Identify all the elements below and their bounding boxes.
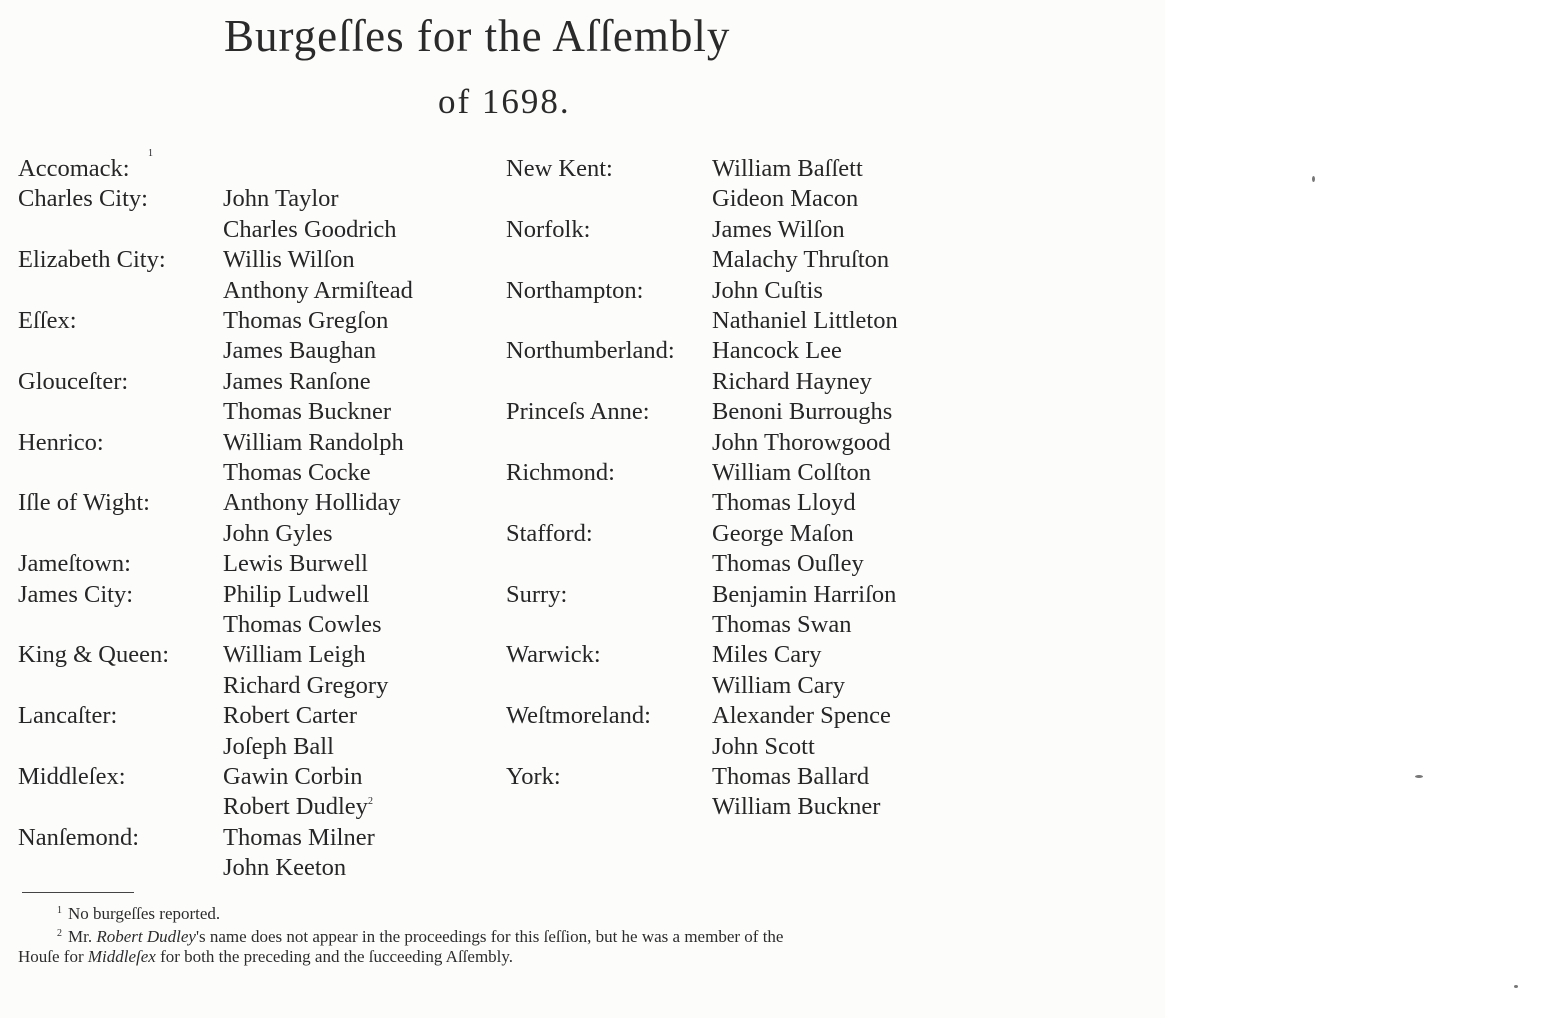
scanned-page: Burgeſſes for the Aſſembly of 1698. Accomack: 1 Charles City: John Taylor Charles Goodrich Elizabeth City: Willis Wilſon Anthony Armiſtead Eſſex: Thomas Gregſon James Baughan Glouceſter: James Ranſone Thomas Buckner Henrico: William Randolph Thomas Cocke Iſle of Wight: Anthony Holliday John Gyles Jameſtown: Lewis Burwell James City: Philip Ludwell Thomas Cowles King & Queen: William Leigh Richard Gregory Lancaſter: Robert Carter Joſeph Ball Middleſex: Gawin Corbin Robert Dudley$^2$ Nanſemond: Thomas Milner John Keeton New Kent: William Baſſett Gideon Macon Norfolk: James Wilſon Malachy Thruſton Northampton: John Cuſtis Nathaniel Littleton Northumberland: Hancock Lee Richard Hayney Princeſs Anne: Benoni Burroughs John Thorowgood Richmond: William Colſton Thomas Lloyd Stafford: George Maſon Thomas Ouſley Surry: Benjamin Harriſon Thomas Swan Warwick: Miles Cary William Cary Weſtmoreland: Alexander Spence John Scott York: Thomas Ballard William Buckner $^1$ No burgeſſes reported. $^2$ Mr. Robert Dudley's name does not appear in the proceedings for this ſeſſion, but he was a member of the Houſe for Middleſex for both the preceding and the ſucceeding Aſſembly. xyxy=(0,0,1165,1018)
burgess-name-text: Nathaniel Littleton xyxy=(712,307,898,334)
county-label: King & Queen: xyxy=(18,641,170,669)
burgess-name-text: James Ranſone xyxy=(223,367,371,395)
burgess-name-text: George Maſon xyxy=(712,519,854,547)
county-label: Princeſs Anne: xyxy=(506,398,650,426)
burgess-name-text: William Colſton xyxy=(712,459,871,486)
burgess-name-text: John Scott xyxy=(712,732,815,760)
footnote-3-start: Houſe for xyxy=(18,947,84,966)
county-label: James City: xyxy=(18,580,134,608)
burgess-name xyxy=(712,701,891,731)
burgess-name xyxy=(223,640,366,670)
burgess-name-text: Thomas Cowles xyxy=(223,611,382,638)
burgess-name-text: Lewis Burwell xyxy=(223,550,368,578)
county-label: Glouceſter: xyxy=(18,367,129,395)
footnote-2-name: Robert Dudley xyxy=(96,927,196,946)
burgess-name-text: John Thorowgood xyxy=(712,428,891,456)
burgess-name xyxy=(223,367,371,397)
burgess-name-text: Willis Wilſon xyxy=(223,246,355,274)
burgess-name-text: Thomas Cocke xyxy=(223,459,371,486)
burgess-name-text: Gideon Macon xyxy=(712,185,859,213)
footnote-divider xyxy=(22,892,134,893)
county-label: Northampton: xyxy=(506,276,644,304)
burgess-name-text: Robert Dudley xyxy=(223,793,368,821)
burgess-name-text: Thomas Lloyd xyxy=(712,489,856,517)
burgess-name-text: Joſeph Ball xyxy=(223,732,334,760)
burgess-name xyxy=(223,397,391,427)
burgess-name-text: Alexander Spence xyxy=(712,702,891,730)
footnote-3-end: for both the preceding and the ſucceeding Aſſembly. xyxy=(160,947,514,966)
burgess-name-text: James Baughan xyxy=(223,337,377,365)
burgess-name-text: Thomas Swan xyxy=(712,611,852,638)
county-label: Charles City: xyxy=(18,185,148,213)
burgess-name-text: John Cuſtis xyxy=(712,276,823,304)
burgess-name-text: Thomas Ballard xyxy=(712,763,870,790)
county-label: Stafford: xyxy=(506,519,593,547)
county-label: Henrico: xyxy=(18,428,104,456)
county-label: Eſſex: xyxy=(18,307,77,334)
burgess-name xyxy=(223,519,333,549)
county-label: Warwick: xyxy=(506,641,601,669)
burgess-name xyxy=(712,610,852,640)
county-label: Weſtmoreland: xyxy=(506,702,651,730)
burgess-name xyxy=(223,458,371,488)
county-label: Jameſtown: xyxy=(18,550,131,578)
county-label: Elizabeth City: xyxy=(18,246,166,274)
burgess-name xyxy=(223,245,355,275)
burgess-name-text: James Wilſon xyxy=(712,215,845,243)
county-label: Iſle of Wight: xyxy=(18,489,150,517)
burgess-name xyxy=(223,336,376,366)
burgess-name xyxy=(223,215,397,245)
burgess-name xyxy=(223,276,413,306)
burgess-name xyxy=(712,215,845,245)
burgess-name xyxy=(712,336,842,366)
county-label: Accomack: xyxy=(18,155,130,182)
burgess-name-text: John Gyles xyxy=(223,519,333,547)
footnote-2-mark: 2 xyxy=(57,928,62,939)
burgess-name xyxy=(223,732,334,762)
burgess-name-text: William Baſſett xyxy=(712,155,863,182)
burgess-name-text: Benjamin Harriſon xyxy=(712,580,897,608)
burgess-name xyxy=(712,184,858,214)
dust-speck xyxy=(1415,775,1423,778)
burgess-name-text: Anthony Holliday xyxy=(223,489,401,517)
burgess-name-text: Thomas Milner xyxy=(223,823,375,851)
dust-speck xyxy=(1514,985,1518,988)
burgess-name-text: Thomas Buckner xyxy=(223,398,392,426)
burgess-name xyxy=(712,792,880,822)
burgess-name xyxy=(712,732,815,762)
burgess-name-text: Thomas Ouſley xyxy=(712,550,864,578)
footnote-2-continued xyxy=(18,945,513,968)
burgess-name-text: Malachy Thruſton xyxy=(712,246,890,274)
burgess-name xyxy=(712,488,856,518)
burgess-name-text: John Keeton xyxy=(223,854,347,882)
county-label: New Kent: xyxy=(506,155,613,182)
burgess-name-text: Anthony Armiſtead xyxy=(223,276,413,304)
county-label: Surry: xyxy=(506,580,568,608)
burgess-name xyxy=(223,792,373,822)
burgess-name xyxy=(223,671,388,701)
dust-speck xyxy=(1312,176,1315,182)
footnote-2-prefix: Mr. xyxy=(68,927,93,946)
burgess-name-text: William Leigh xyxy=(223,641,366,669)
burgess-name-text: Charles Goodrich xyxy=(223,215,397,243)
burgess-name-text: Miles Cary xyxy=(712,641,822,669)
burgess-name-text: William Cary xyxy=(712,671,846,699)
burgess-name xyxy=(223,306,388,336)
burgess-name xyxy=(223,184,339,214)
burgess-name-text: Philip Ludwell xyxy=(223,580,370,608)
burgess-name xyxy=(223,701,357,731)
burgess-name-text: Benoni Burroughs xyxy=(712,398,893,426)
footnote-2-rest: 's name does not appear in the proceedings for this ſeſſion, but he was a member of the xyxy=(195,927,784,946)
burgess-name xyxy=(712,549,864,579)
burgess-name-text: William Randolph xyxy=(223,428,404,456)
burgess-name xyxy=(712,762,869,792)
burgess-name xyxy=(712,154,863,184)
burgess-name-text: Thomas Gregſon xyxy=(223,307,389,334)
burgess-name-text: Richard Gregory xyxy=(223,671,389,699)
footnote-1-text: No burgeſſes reported. xyxy=(68,904,221,923)
page-title: Burgeſſes for the Aſſembly xyxy=(224,11,731,61)
county-label: Norfolk: xyxy=(506,215,591,243)
burgess-name xyxy=(712,458,871,488)
burgess-name xyxy=(712,276,823,306)
footnote-1-mark: 1 xyxy=(57,905,62,916)
burgess-name xyxy=(712,367,872,397)
burgess-name xyxy=(712,428,891,458)
burgess-name-text: Hancock Lee xyxy=(712,337,842,365)
burgess-name xyxy=(712,671,845,701)
burgess-name xyxy=(223,610,382,640)
county-label: Richmond: xyxy=(506,459,615,486)
county-label: York: xyxy=(506,763,561,790)
burgess-name-text: William Buckner xyxy=(712,793,881,821)
county-label: Lancaſter: xyxy=(18,702,118,730)
burgess-name xyxy=(712,580,896,610)
burgess-name xyxy=(712,519,854,549)
burgess-name xyxy=(223,549,368,579)
burgess-name xyxy=(712,245,889,275)
scan-margin xyxy=(1165,0,1542,1018)
burgess-name xyxy=(712,397,892,427)
burgess-name xyxy=(712,640,822,670)
footnote-3-place: Middleſex xyxy=(87,947,156,966)
burgess-name xyxy=(223,580,369,610)
burgess-name-text: Robert Carter xyxy=(223,702,358,730)
burgess-name xyxy=(223,428,404,458)
county-label: Nanſemond: xyxy=(18,823,140,851)
burgess-name xyxy=(223,823,375,853)
page-subtitle: of 1698. xyxy=(438,82,571,121)
county-label: Northumberland: xyxy=(506,337,675,365)
burgess-name xyxy=(223,762,363,792)
footnote-ref: 2 xyxy=(367,796,373,808)
burgess-name-text: Richard Hayney xyxy=(712,367,872,395)
county-label: Middleſex: xyxy=(18,763,126,790)
burgess-name xyxy=(223,488,401,518)
burgess-name-text: John Taylor xyxy=(223,185,339,213)
burgess-name-text: Gawin Corbin xyxy=(223,763,363,790)
burgess-name xyxy=(712,306,898,336)
burgess-name xyxy=(223,853,346,883)
